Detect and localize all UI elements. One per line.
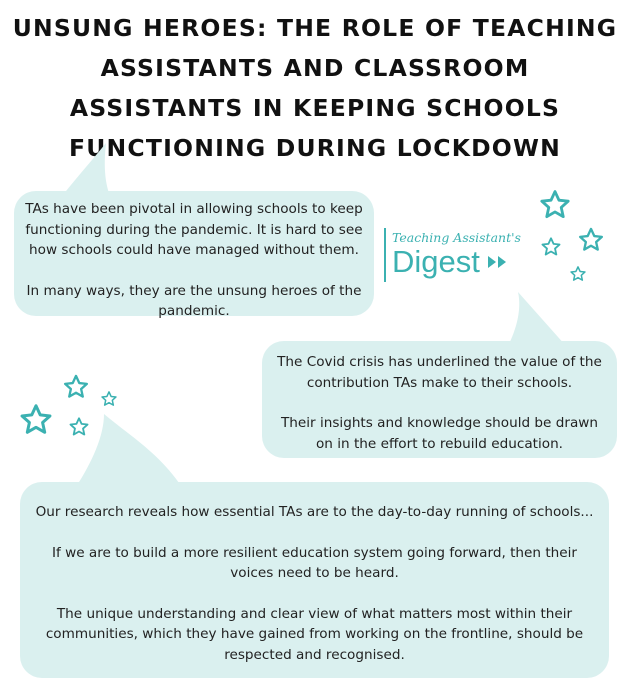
quote-1-paragraph-2: In many ways, they are the unsung heroes of the pandemic. <box>26 282 362 319</box>
play-arrow-icon <box>487 255 509 269</box>
quote-2-paragraph-1: The Covid crisis has underlined the value of the contribution TAs make to their schools. <box>277 354 602 391</box>
quote-1-paragraph-1: TAs have been pivotal in allowing schools to keep functioning during the pandemic. It is hard to see how schools could have managed without them. <box>25 201 363 258</box>
star-icon <box>68 416 90 438</box>
quote-bubble-1 <box>14 191 374 319</box>
star-icon <box>538 188 572 222</box>
teaching-assistants-digest-logo <box>384 226 521 284</box>
quote-3-paragraph-1: Our research reveals how essential TAs are to the day-to-day running of schools... <box>35 504 594 520</box>
logo-line-1: Teaching Assistant's <box>392 230 521 245</box>
star-icon <box>18 402 54 438</box>
star-icon <box>62 373 90 401</box>
quote-bubble-3 <box>20 482 609 678</box>
star-icon <box>540 236 562 258</box>
star-icon <box>569 265 587 283</box>
quote-bubble-2 <box>262 341 617 458</box>
quote-3-paragraph-3: The unique understanding and clear view of what matters most within their communities, which they have gained from working on the frontline, should be respected and recognised. <box>45 605 584 663</box>
logo-divider <box>384 228 386 282</box>
star-icon <box>577 226 605 254</box>
quote-3-paragraph-2: If we are to build a more resilient education system going forward, then their voices need to be heard. <box>51 544 578 581</box>
star-icon <box>100 390 118 408</box>
quote-2-paragraph-2: Their insights and knowledge should be drawn on in the effort to rebuild education. <box>280 415 599 452</box>
logo-line-2: Digest <box>392 244 480 279</box>
page-title: UNSUNG HEROES: THE ROLE OF TEACHING ASSISTANTS AND CLASSROOM ASSISTANTS IN KEEPING SCHOOLS FUNCTIONING DURING LOCKDOWN <box>12 14 618 162</box>
